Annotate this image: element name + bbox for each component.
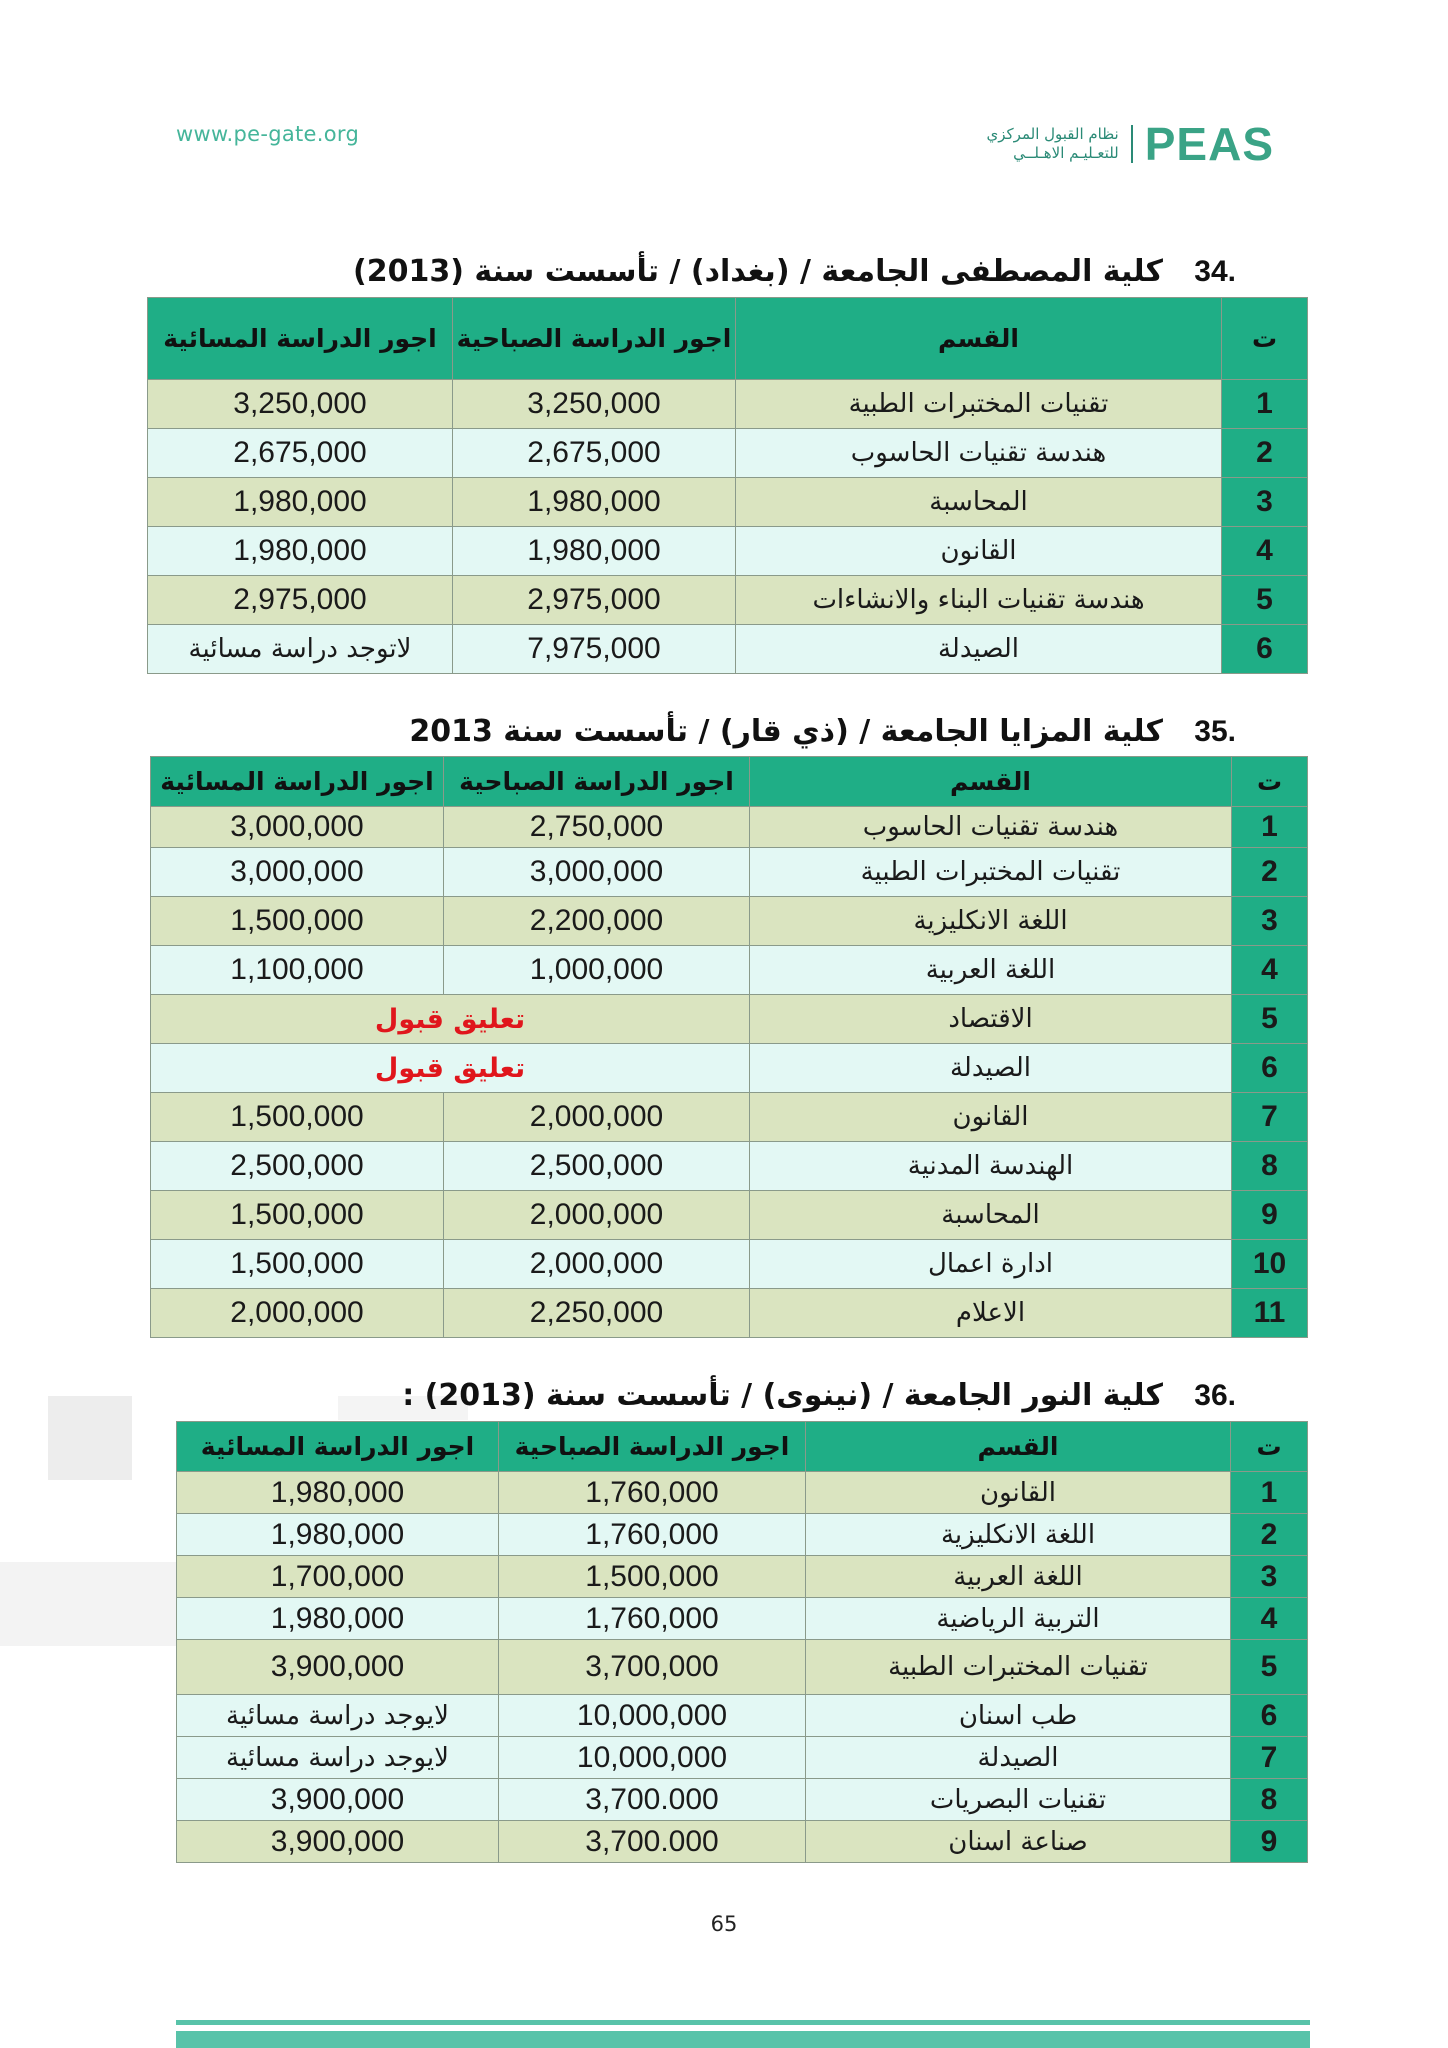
section-number: .35 — [1194, 715, 1236, 748]
morning-fee: 1,500,000 — [499, 1556, 806, 1598]
department-name: اللغة العربية — [806, 1556, 1231, 1598]
row-index: 5 — [1231, 1640, 1308, 1695]
row-index: 1 — [1232, 807, 1308, 848]
morning-fee: 10,000,000 — [499, 1695, 806, 1737]
morning-fee: 3,700.000 — [499, 1821, 806, 1863]
department-name: الاقتصاد — [750, 995, 1232, 1044]
evening-fee: 1,500,000 — [151, 1191, 444, 1240]
header-index: ت — [1232, 757, 1308, 807]
evening-fee: 1,700,000 — [177, 1556, 499, 1598]
table-row — [177, 1737, 1308, 1779]
department-name: تقنيات المختبرات الطبية — [806, 1640, 1231, 1695]
evening-fee-note: لايوجد دراسة مسائية — [177, 1737, 499, 1779]
header-morning-fees: اجور الدراسة الصباحية — [453, 298, 736, 380]
section-title-text: كلية المصطفى الجامعة / (بغداد) / تأسست سنة (2013) — [352, 254, 1163, 289]
fees-table-34 — [147, 297, 1308, 674]
department-name: ادارة اعمال — [750, 1240, 1232, 1289]
row-index: 5 — [1232, 995, 1308, 1044]
morning-fee: 2,975,000 — [453, 576, 736, 625]
department-name: الصيدلة — [736, 625, 1222, 674]
header-evening-fees: اجور الدراسة المسائية — [148, 298, 453, 380]
row-index: 6 — [1232, 1044, 1308, 1093]
row-index: 11 — [1232, 1289, 1308, 1338]
site-url[interactable]: www.pe-gate.org — [176, 122, 360, 146]
morning-fee: 1,760,000 — [499, 1514, 806, 1556]
department-name: اللغة العربية — [750, 946, 1232, 995]
table-row — [151, 1191, 1308, 1240]
row-index: 5 — [1222, 576, 1308, 625]
morning-fee: 3,700,000 — [499, 1640, 806, 1695]
morning-fee: 2,500,000 — [444, 1142, 750, 1191]
morning-fee: 1,000,000 — [444, 946, 750, 995]
table-row — [148, 478, 1308, 527]
row-index: 7 — [1232, 1093, 1308, 1142]
table-row — [151, 1142, 1308, 1191]
department-name: القانون — [736, 527, 1222, 576]
department-name: اللغة الانكليزية — [750, 897, 1232, 946]
department-name: التربية الرياضية — [806, 1598, 1231, 1640]
evening-fee: 1,980,000 — [148, 527, 453, 576]
header-index: ت — [1222, 298, 1308, 380]
header-department: القسم — [750, 757, 1232, 807]
evening-fee: 2,500,000 — [151, 1142, 444, 1191]
table-row — [151, 1240, 1308, 1289]
table-header-row — [151, 757, 1308, 807]
header-department: القسم — [806, 1422, 1231, 1472]
morning-fee: 2,200,000 — [444, 897, 750, 946]
evening-fee-note: لاتوجد دراسة مسائية — [148, 625, 453, 674]
row-index: 6 — [1231, 1695, 1308, 1737]
department-name: هندسة تقنيات الحاسوب — [736, 429, 1222, 478]
department-name: المحاسبة — [736, 478, 1222, 527]
row-index: 1 — [1222, 380, 1308, 429]
department-name: هندسة تقنيات الحاسوب — [750, 807, 1232, 848]
section-title-text: كلية المزايا الجامعة / (ذي قار) / تأسست سنة 2013 — [409, 714, 1163, 749]
department-name: الاعلام — [750, 1289, 1232, 1338]
evening-fee: 3,900,000 — [177, 1779, 499, 1821]
row-index: 3 — [1232, 897, 1308, 946]
morning-fee: 2,000,000 — [444, 1191, 750, 1240]
department-name: القانون — [806, 1472, 1231, 1514]
department-name: القانون — [750, 1093, 1232, 1142]
evening-fee: 1,500,000 — [151, 897, 444, 946]
evening-fee: 3,000,000 — [151, 807, 444, 848]
department-name: الصيدلة — [750, 1044, 1232, 1093]
logo-arabic-name — [987, 125, 1119, 163]
table-row — [151, 1044, 1308, 1093]
background-block — [48, 1396, 132, 1480]
row-index: 9 — [1231, 1821, 1308, 1863]
table-row — [177, 1821, 1308, 1863]
table-row — [177, 1695, 1308, 1737]
admission-suspended-label: تعليق قبول — [151, 1044, 750, 1093]
morning-fee: 2,675,000 — [453, 429, 736, 478]
evening-fee: 1,980,000 — [177, 1472, 499, 1514]
evening-fee: 1,100,000 — [151, 946, 444, 995]
department-name: الهندسة المدنية — [750, 1142, 1232, 1191]
logo-brand: PEAS — [1144, 118, 1274, 170]
row-index: 9 — [1232, 1191, 1308, 1240]
row-index: 7 — [1231, 1737, 1308, 1779]
evening-fee: 1,500,000 — [151, 1093, 444, 1142]
evening-fee: 1,980,000 — [148, 478, 453, 527]
section-title-34 — [353, 254, 1236, 289]
morning-fee: 1,760,000 — [499, 1472, 806, 1514]
department-name: الصيدلة — [806, 1737, 1231, 1779]
table-row — [177, 1472, 1308, 1514]
evening-fee: 1,500,000 — [151, 1240, 444, 1289]
table-row — [151, 1093, 1308, 1142]
department-name: تقنيات البصريات — [806, 1779, 1231, 1821]
table-row — [151, 946, 1308, 995]
row-index: 8 — [1232, 1142, 1308, 1191]
header-index: ت — [1231, 1422, 1308, 1472]
table-row — [177, 1779, 1308, 1821]
section-number: .36 — [1194, 1379, 1236, 1412]
header-department: القسم — [736, 298, 1222, 380]
row-index: 4 — [1231, 1598, 1308, 1640]
evening-fee: 2,000,000 — [151, 1289, 444, 1338]
section-number: .34 — [1194, 255, 1236, 288]
evening-fee: 2,675,000 — [148, 429, 453, 478]
morning-fee: 3,250,000 — [453, 380, 736, 429]
footer-bar — [176, 2031, 1310, 2048]
header-evening-fees: اجور الدراسة المسائية — [177, 1422, 499, 1472]
evening-fee: 3,900,000 — [177, 1821, 499, 1863]
evening-fee: 3,250,000 — [148, 380, 453, 429]
table-row — [151, 848, 1308, 897]
morning-fee: 2,000,000 — [444, 1240, 750, 1289]
table-row — [177, 1598, 1308, 1640]
evening-fee: 1,980,000 — [177, 1598, 499, 1640]
morning-fee: 7,975,000 — [453, 625, 736, 674]
morning-fee: 2,250,000 — [444, 1289, 750, 1338]
logo-divider — [1131, 125, 1133, 163]
row-index: 10 — [1232, 1240, 1308, 1289]
table-row — [148, 576, 1308, 625]
header-morning-fees: اجور الدراسة الصباحية — [444, 757, 750, 807]
department-name: تقنيات المختبرات الطبية — [750, 848, 1232, 897]
table-row — [151, 995, 1308, 1044]
table-row — [148, 429, 1308, 478]
evening-fee: 2,975,000 — [148, 576, 453, 625]
morning-fee: 2,000,000 — [444, 1093, 750, 1142]
row-index: 2 — [1232, 848, 1308, 897]
table-row — [148, 527, 1308, 576]
evening-fee-note: لايوجد دراسة مسائية — [177, 1695, 499, 1737]
morning-fee: 2,750,000 — [444, 807, 750, 848]
header-evening-fees: اجور الدراسة المسائية — [151, 757, 444, 807]
department-name: المحاسبة — [750, 1191, 1232, 1240]
table-row — [148, 625, 1308, 674]
evening-fee: 3,900,000 — [177, 1640, 499, 1695]
row-index: 3 — [1231, 1556, 1308, 1598]
row-index: 6 — [1222, 625, 1308, 674]
section-title-text: كلية النور الجامعة / (نينوى) / تأسست سنة (2013) : — [402, 1378, 1163, 1413]
fees-table-35 — [150, 756, 1308, 1338]
table-row — [151, 1289, 1308, 1338]
morning-fee: 1,980,000 — [453, 478, 736, 527]
footer-rule — [176, 2020, 1310, 2025]
admission-suspended-label: تعليق قبول — [151, 995, 750, 1044]
row-index: 2 — [1222, 429, 1308, 478]
section-title-35 — [409, 714, 1236, 749]
row-index: 2 — [1231, 1514, 1308, 1556]
section-title-36 — [402, 1378, 1236, 1413]
department-name: صناعة اسنان — [806, 1821, 1231, 1863]
logo-line-2: للتعـليـم الاهـلــي — [1013, 144, 1119, 162]
evening-fee: 1,980,000 — [177, 1514, 499, 1556]
evening-fee: 3,000,000 — [151, 848, 444, 897]
department-name: طب اسنان — [806, 1695, 1231, 1737]
table-row — [148, 380, 1308, 429]
table-header-row — [177, 1422, 1308, 1472]
table-row — [177, 1514, 1308, 1556]
row-index: 8 — [1231, 1779, 1308, 1821]
peas-logo — [987, 118, 1274, 170]
background-block — [0, 1562, 178, 1646]
table-header-row — [148, 298, 1308, 380]
department-name: اللغة الانكليزية — [806, 1514, 1231, 1556]
morning-fee: 1,760,000 — [499, 1598, 806, 1640]
table-row — [177, 1556, 1308, 1598]
morning-fee: 3,000,000 — [444, 848, 750, 897]
table-row — [151, 807, 1308, 848]
table-row — [151, 897, 1308, 946]
morning-fee: 3,700.000 — [499, 1779, 806, 1821]
fees-table-36 — [176, 1421, 1308, 1863]
row-index: 1 — [1231, 1472, 1308, 1514]
header-morning-fees: اجور الدراسة الصباحية — [499, 1422, 806, 1472]
row-index: 4 — [1222, 527, 1308, 576]
row-index: 4 — [1232, 946, 1308, 995]
logo-line-1: نظام القبول المركزي — [986, 125, 1119, 143]
page-number: 65 — [710, 1912, 738, 1936]
department-name: تقنيات المختبرات الطبية — [736, 380, 1222, 429]
table-row — [177, 1640, 1308, 1695]
morning-fee: 10,000,000 — [499, 1737, 806, 1779]
morning-fee: 1,980,000 — [453, 527, 736, 576]
row-index: 3 — [1222, 478, 1308, 527]
department-name: هندسة تقنيات البناء والانشاءات — [736, 576, 1222, 625]
